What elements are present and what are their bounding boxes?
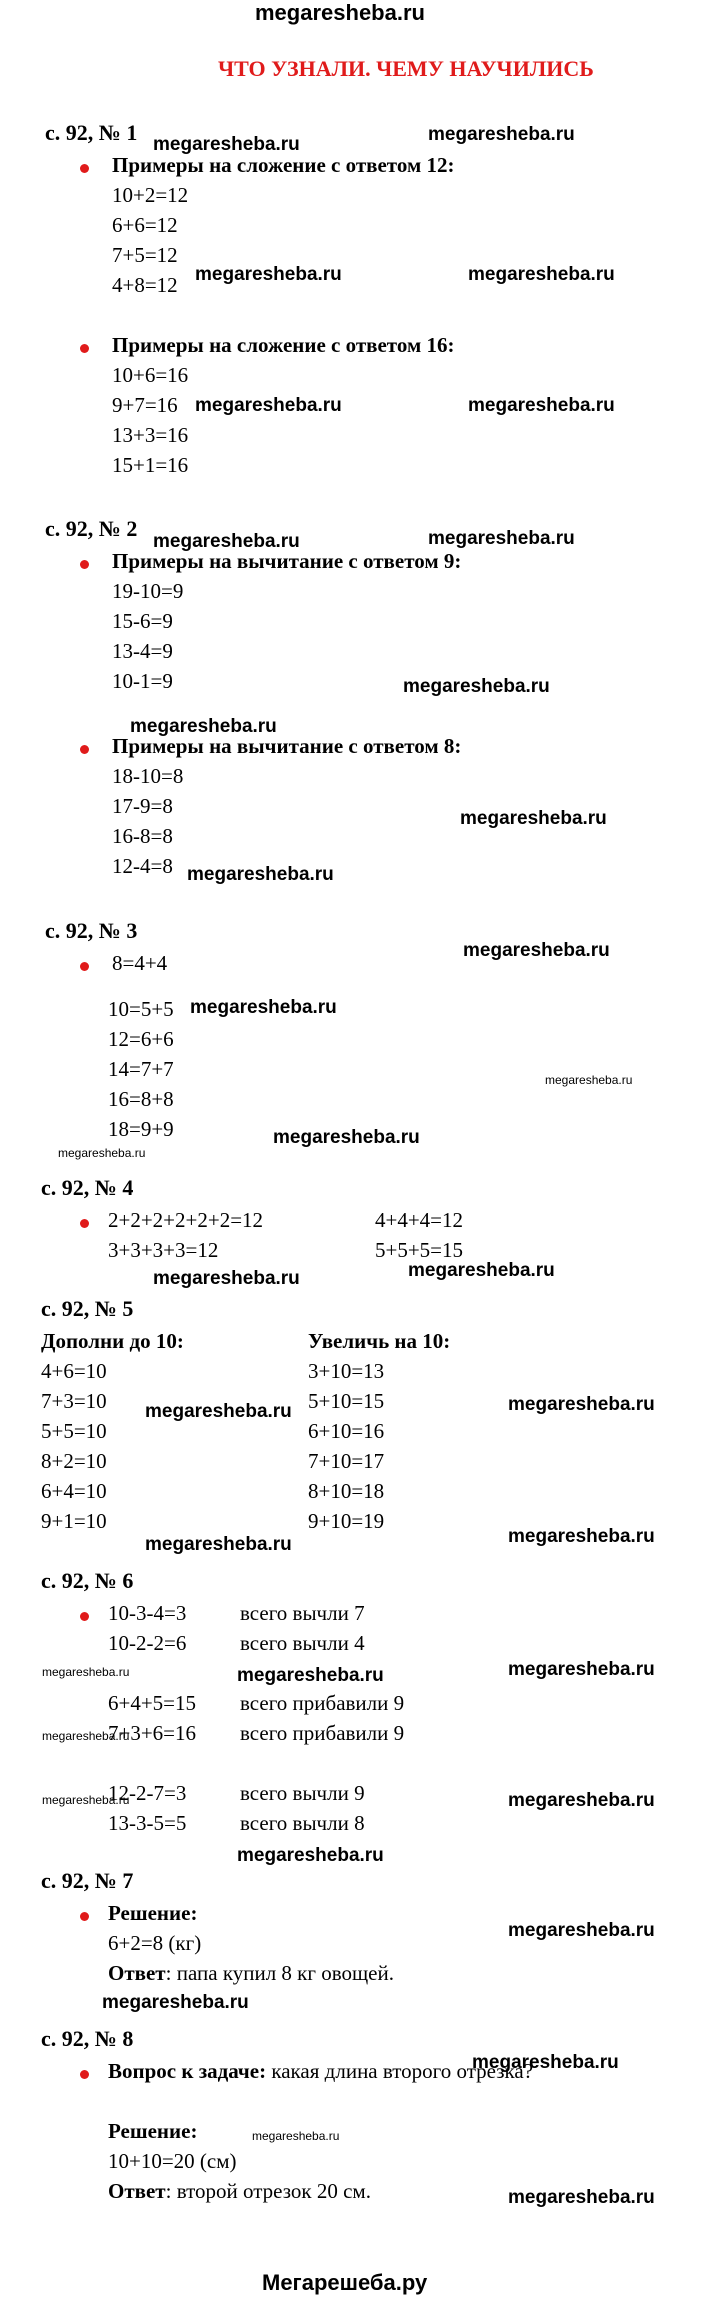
s4-right-line: 5+5+5=15 [375, 1238, 464, 1262]
watermark: megaresheba.ru [130, 716, 277, 737]
watermark: megaresheba.ru [153, 531, 300, 552]
s7-answer [108, 1958, 394, 1988]
section-8-heading: с. 92, № 8 [41, 2026, 134, 2051]
s1-g2-line: 10+6=16 [112, 363, 189, 387]
s2-g1-line: 10-1=9 [112, 669, 173, 693]
watermark: megaresheba.ru [468, 395, 615, 416]
s5-right-title: Увеличь на 10: [308, 1329, 451, 1353]
watermark: megaresheba.ru [237, 1665, 384, 1686]
answer-text: : папа купил 8 кг овощей. [165, 1961, 394, 1985]
s1-g2-line: 15+1=16 [112, 453, 189, 477]
watermark: megaresheba.ru [508, 1920, 655, 1941]
s7-solution: 6+2=8 (кг) [108, 1931, 202, 1955]
watermark: megaresheba.ru [195, 264, 342, 285]
s6-expr: 10-2-2=6 [108, 1631, 187, 1655]
watermark: megaresheba.ru [153, 134, 300, 155]
watermark: megaresheba.ru [153, 1268, 300, 1289]
bullet-icon [80, 1219, 89, 1228]
s5-left-line: 4+6=10 [41, 1359, 107, 1383]
s6-expr: 10-3-4=3 [108, 1601, 187, 1625]
s6-note: всего вычли 4 [240, 1631, 365, 1655]
watermark: megaresheba.ru [58, 1146, 146, 1160]
s2-group2-label: Примеры на вычитание с ответом 8: [112, 734, 462, 758]
s3-line: 16=8+8 [108, 1087, 174, 1111]
s5-right-line: 8+10=18 [308, 1479, 385, 1503]
s6-expr: 13-3-5=5 [108, 1811, 187, 1835]
s1-g1-line: 4+8=12 [112, 273, 178, 297]
watermark: megaresheba.ru [42, 1665, 130, 1679]
bullet-icon [80, 560, 89, 569]
answer-label: Ответ [108, 1961, 166, 1985]
page-title: ЧТО УЗНАЛИ. ЧЕМУ НАУЧИЛИСЬ [218, 56, 594, 81]
section-5-heading: с. 92, № 5 [41, 1296, 134, 1321]
bullet-icon [80, 344, 89, 353]
watermark: megaresheba.ru [508, 2187, 655, 2208]
s2-g2-line: 16-8=8 [112, 824, 173, 848]
s5-left-line: 5+5=10 [41, 1419, 107, 1443]
watermark: megaresheba.ru [463, 940, 610, 961]
watermark: megaresheba.ru [190, 997, 337, 1018]
watermark: megaresheba.ru [472, 2052, 619, 2073]
s5-right-line: 7+10=17 [308, 1449, 385, 1473]
s6-note: всего прибавили 9 [240, 1721, 405, 1745]
s6-expr: 12-2-7=3 [108, 1781, 187, 1805]
watermark: megaresheba.ru [187, 864, 334, 885]
s6-expr: 7+3+6=16 [108, 1721, 197, 1745]
s1-g1-line: 10+2=12 [112, 183, 189, 207]
section-6-heading: с. 92, № 6 [41, 1568, 134, 1593]
s6-note: всего вычли 7 [240, 1601, 365, 1625]
watermark: megaresheba.ru [508, 1659, 655, 1680]
watermark: megaresheba.ru [508, 1394, 655, 1415]
watermark: megaresheba.ru [468, 264, 615, 285]
s5-left-line: 9+1=10 [41, 1509, 107, 1533]
s2-g1-line: 19-10=9 [112, 579, 184, 603]
answer-text: : второй отрезок 20 см. [165, 2179, 371, 2203]
s2-g1-line: 15-6=9 [112, 609, 173, 633]
watermark: megaresheba.ru [460, 808, 607, 829]
s4-right-line: 4+4+4=12 [375, 1208, 464, 1232]
bullet-icon [80, 962, 89, 971]
question-label: Вопрос к задаче: [108, 2059, 267, 2083]
s8-question [108, 2056, 533, 2086]
bullet-icon [80, 745, 89, 754]
watermark: megaresheba.ru [428, 124, 575, 145]
s6-note: всего прибавили 9 [240, 1691, 405, 1715]
s3-line: 10=5+5 [108, 997, 174, 1021]
s6-expr: 6+4+5=15 [108, 1691, 197, 1715]
s7-solution-label: Решение: [108, 1901, 198, 1925]
watermark: megaresheba.ru [428, 528, 575, 549]
watermark: megaresheba.ru [508, 1526, 655, 1547]
s2-group1-label: Примеры на вычитание с ответом 9: [112, 549, 462, 573]
question-text: какая длина второго отрезка? [266, 2059, 534, 2083]
watermark: megaresheba.ru [42, 1729, 130, 1743]
s8-solution: 10+10=20 (см) [108, 2149, 237, 2173]
section-2-heading: с. 92, № 2 [45, 516, 138, 541]
answer-label: Ответ [108, 2179, 166, 2203]
s5-right-line: 9+10=19 [308, 1509, 385, 1533]
s3-first-line: 8=4+4 [112, 951, 168, 975]
s6-note: всего вычли 9 [240, 1781, 365, 1805]
watermark: megaresheba.ru [403, 676, 550, 697]
section-4-heading: с. 92, № 4 [41, 1175, 134, 1200]
s3-line: 14=7+7 [108, 1057, 174, 1081]
watermark: megaresheba.ru [508, 1790, 655, 1811]
bullet-icon [80, 164, 89, 173]
bullet-icon [80, 1912, 89, 1921]
watermark: megaresheba.ru [545, 1073, 633, 1087]
section-7-heading: с. 92, № 7 [41, 1868, 134, 1893]
watermark: megaresheba.ru [102, 1992, 249, 2013]
s1-group2-label: Примеры на сложение с ответом 16: [112, 333, 455, 357]
s1-g2-line: 9+7=16 [112, 393, 178, 417]
watermark: megaresheba.ru [145, 1401, 292, 1422]
watermark: megaresheba.ru [145, 1534, 292, 1555]
watermark: megaresheba.ru [195, 395, 342, 416]
watermark: megaresheba.ru [42, 1793, 130, 1807]
s1-group1-label: Примеры на сложение с ответом 12: [112, 153, 455, 177]
section-1-heading: с. 92, № 1 [45, 120, 138, 145]
s3-line: 18=9+9 [108, 1117, 174, 1141]
s5-right-line: 6+10=16 [308, 1419, 385, 1443]
s2-g2-line: 12-4=8 [112, 854, 173, 878]
s5-left-line: 6+4=10 [41, 1479, 107, 1503]
s8-solution-label: Решение: [108, 2119, 198, 2143]
s4-left-line: 3+3+3+3=12 [108, 1238, 219, 1262]
s1-g2-line: 13+3=16 [112, 423, 189, 447]
site-footer: Мегарешеба.ру [262, 2270, 428, 2295]
bullet-icon [80, 1612, 89, 1621]
watermark: megaresheba.ru [408, 1260, 555, 1281]
s3-line: 12=6+6 [108, 1027, 174, 1051]
watermark: megaresheba.ru [273, 1127, 420, 1148]
s5-left-line: 7+3=10 [41, 1389, 107, 1413]
s6-note: всего вычли 8 [240, 1811, 365, 1835]
s5-right-line: 5+10=15 [308, 1389, 385, 1413]
section-3-heading: с. 92, № 3 [45, 918, 138, 943]
site-header: megaresheba.ru [255, 0, 425, 25]
s8-answer [108, 2176, 371, 2206]
s1-g1-line: 6+6=12 [112, 213, 178, 237]
s5-left-line: 8+2=10 [41, 1449, 107, 1473]
s2-g2-line: 18-10=8 [112, 764, 184, 788]
s1-g1-line: 7+5=12 [112, 243, 178, 267]
s2-g2-line: 17-9=8 [112, 794, 173, 818]
s4-left-line: 2+2+2+2+2+2=12 [108, 1208, 264, 1232]
s5-right-line: 3+10=13 [308, 1359, 385, 1383]
bullet-icon [80, 2070, 89, 2079]
s5-left-title: Дополни до 10: [41, 1329, 184, 1353]
watermark: megaresheba.ru [237, 1845, 384, 1866]
watermark: megaresheba.ru [252, 2129, 340, 2143]
s2-g1-line: 13-4=9 [112, 639, 173, 663]
